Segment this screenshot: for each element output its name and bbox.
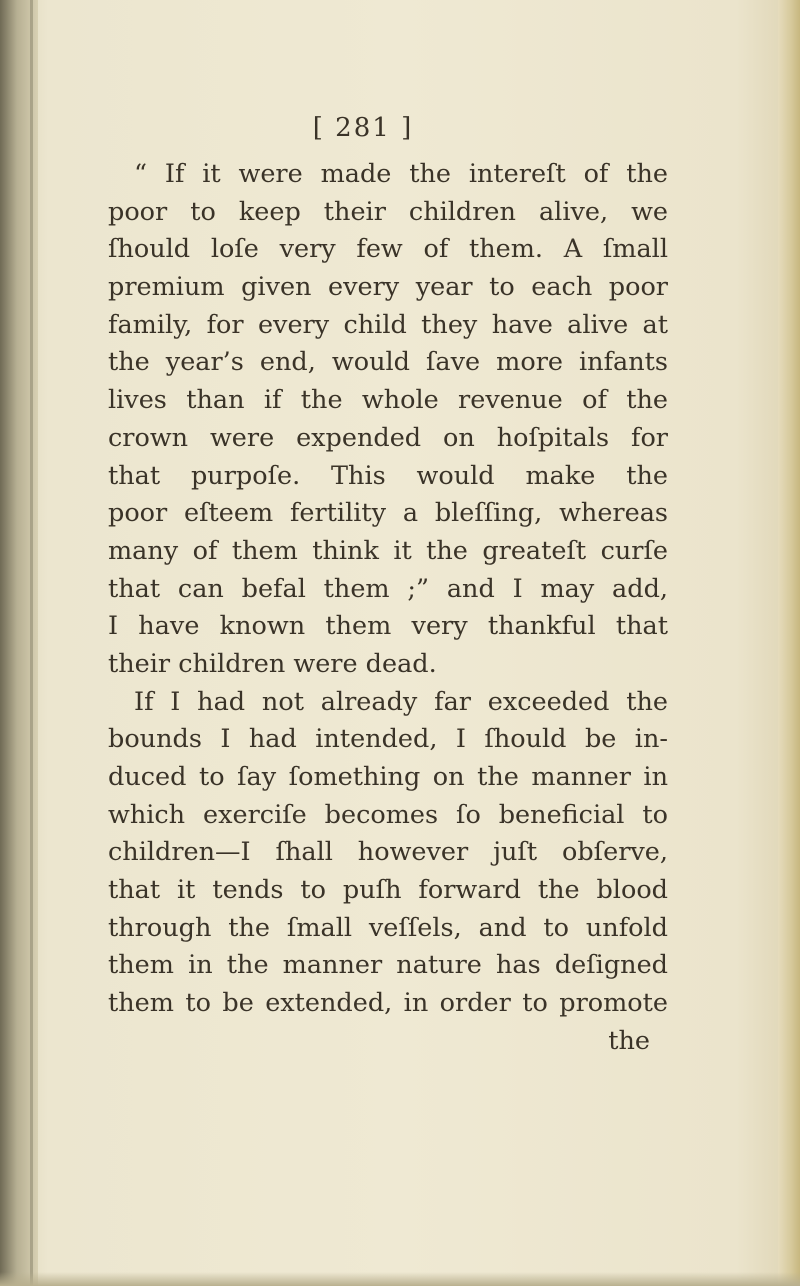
text-line: which exerciſe becomes ſo beneficial to [108,799,668,830]
text-line: lives than if the whole revenue of the [108,385,668,416]
page-bottom-shadow [0,1272,800,1286]
text-line: premium given every year to each poor [108,272,668,303]
page-number-header: [ 281 ] [312,113,414,143]
page-edge [778,0,800,1286]
text-line: that purpoſe. This would make the [108,460,668,491]
text-line: the year’s end, would ſave more infants [108,347,668,378]
text-line: duced to ſay ſomething on the manner in [108,762,668,792]
text-line: ſhould loſe very few of them. A ſmall [108,234,668,265]
text-line: family, for every child they have alive at [108,309,668,340]
text-line: poor eſteem fertility a bleſſing, whereas [108,498,668,529]
text-block [108,100,668,1061]
text-line: through the ſmall veſſels, and to unfold [108,912,668,943]
text-line: poor to keep their children alive, we [108,196,668,227]
text-line: children—I ſhall however juſt obſerve, [108,837,668,868]
text-line: that can befal them ;” and I may add, [108,573,668,604]
text-line: I have known them very thankful that [108,611,668,642]
text-line: many of them think it the greateſt curſe [108,535,668,566]
text-line: them in the manner nature has deſigned [108,950,668,981]
text-line: bounds I had intended, I ſhould be in- [108,724,668,755]
text-line: If I had not already far exceeded the [134,686,668,717]
catchword: the [608,1025,650,1056]
binding-edge [30,0,33,1286]
text-line: crown were expended on hoſpitals for [108,422,668,453]
text-line: “ If it were made the intereſt of the [134,159,668,189]
text-line: that it tends to puſh forward the blood [108,875,668,906]
text-line: their children were dead. [108,648,437,679]
text-line: them to be extended, in order to promote [108,988,668,1019]
